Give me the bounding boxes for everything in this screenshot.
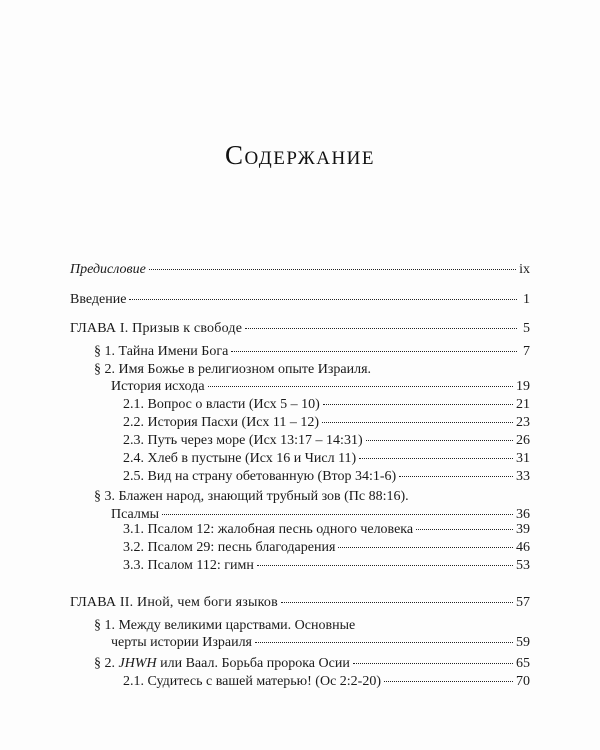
toc-entry-ch1-2-5[interactable] [123, 468, 530, 485]
toc-page-number: 19 [516, 379, 530, 394]
toc-page-number: 26 [516, 433, 530, 448]
jhwh-term: JHWH [118, 656, 157, 671]
dot-leader [322, 422, 513, 423]
page-title: Содержание [224, 140, 376, 170]
dot-leader [359, 458, 513, 459]
toc-page-number: 59 [516, 635, 530, 650]
toc-page-number: 7 [523, 344, 530, 359]
toc-page-number: 23 [516, 415, 530, 430]
toc-entry-label: Псалмы [111, 507, 160, 522]
toc-page-number: 70 [516, 674, 530, 689]
toc-entry-label: 2.2. История Пасхи (Исх 11 – 12) [123, 415, 319, 430]
toc-entry-ch1-section-2[interactable] [111, 378, 530, 395]
toc-entry-ch1-2-4[interactable] [123, 450, 530, 467]
toc-entry-label: § 1. Тайна Имени Бога [94, 344, 229, 359]
toc-entry-label: Предисловие [70, 262, 146, 277]
toc-page-number: 36 [516, 507, 530, 522]
toc-entry-ch2-2-1[interactable] [123, 673, 530, 690]
toc-entry-ch2-section-1[interactable] [111, 634, 530, 651]
toc-entry-preface[interactable] [70, 261, 530, 278]
toc-page-number: ix [519, 262, 530, 277]
dot-leader [162, 514, 513, 515]
dot-leader [208, 386, 513, 387]
toc-entry-label: 3.1. Псалом 12: жалобная песнь одного человека [123, 522, 414, 537]
toc-page-number: 57 [516, 595, 530, 610]
toc-entry-label: 3.3. Псалом 112: гимн [123, 558, 254, 573]
toc-entry-ch1-3-2[interactable] [123, 539, 530, 556]
toc-entry-label: 2.5. Вид на страну обетованную (Втор 34:1-6) [123, 469, 397, 484]
toc-page-number: 53 [516, 558, 530, 573]
dot-leader [384, 681, 513, 682]
dot-leader [281, 602, 513, 603]
toc-entry-label [94, 655, 350, 672]
toc-entry-ch1-2-2[interactable] [123, 414, 530, 431]
toc-page-number: 1 [523, 292, 530, 307]
toc-entry-label: ГЛАВА I. Призыв к свободе [70, 321, 243, 336]
toc-entry-label-line1: § 1. Между великими царствами. Основные [94, 618, 356, 633]
dot-leader [257, 565, 513, 566]
dot-leader [399, 476, 513, 477]
toc-entry-label: Введение [70, 292, 127, 307]
toc-entry-ch1-3-1[interactable] [123, 521, 530, 538]
dot-leader [255, 642, 513, 643]
dot-leader [245, 328, 517, 329]
toc-page-number: 5 [523, 321, 530, 336]
toc-entry-ch1-2-1[interactable] [123, 396, 530, 413]
toc-entry-ch1-2-3[interactable] [123, 432, 530, 449]
section-prefix: § 2. [94, 656, 119, 671]
toc-page-number: 39 [516, 522, 530, 537]
toc-entry-chapter-1[interactable] [70, 320, 530, 337]
toc-entry-chapter-2[interactable] [70, 594, 530, 611]
toc-page-number: 46 [516, 540, 530, 555]
toc-entry-label: 2.3. Путь через море (Исх 13:17 – 14:31) [123, 433, 363, 448]
dot-leader [149, 269, 516, 270]
toc-entry-label-line1: § 2. Имя Божье в религиозном опыте Израиля. [94, 362, 372, 377]
toc-entry-label: 2.1. Судитесь с вашей матерью! (Ос 2:2-20) [123, 674, 381, 689]
dot-leader [323, 404, 513, 405]
toc-entry-intro[interactable] [70, 291, 530, 308]
toc-page-number: 21 [516, 397, 530, 412]
toc-entry-label: 2.1. Вопрос о власти (Исх 5 – 10) [123, 397, 320, 412]
dot-leader [366, 440, 513, 441]
toc-page-number: 31 [516, 451, 530, 466]
toc-page-number: 65 [516, 656, 530, 671]
dot-leader [416, 529, 513, 530]
toc-entry-label: черты истории Израиля [111, 635, 252, 650]
dot-leader [231, 351, 517, 352]
toc-entry-ch2-section-2[interactable] [94, 655, 530, 672]
toc-entry-label: ГЛАВА II. Иной, чем боги языков [70, 595, 278, 610]
toc-entry-ch1-section-1[interactable] [94, 343, 530, 360]
dot-leader [129, 299, 517, 300]
toc-entry-label: 2.4. Хлеб в пустыне (Исх 16 и Числ 11) [123, 451, 357, 466]
toc-entry-label-line1: § 3. Блажен народ, знающий трубный зов (Пс 88:16). [94, 489, 409, 504]
toc-entry-ch1-3-3[interactable] [123, 557, 530, 574]
toc-page-number: 33 [516, 469, 530, 484]
dot-leader [353, 663, 513, 664]
toc-entry-label: История исхода [111, 379, 205, 394]
dot-leader [338, 547, 513, 548]
section-title-rest: или Ваал. Борьба пророка Осии [156, 656, 350, 671]
toc-entry-label: 3.2. Псалом 29: песнь благодарения [123, 540, 336, 555]
